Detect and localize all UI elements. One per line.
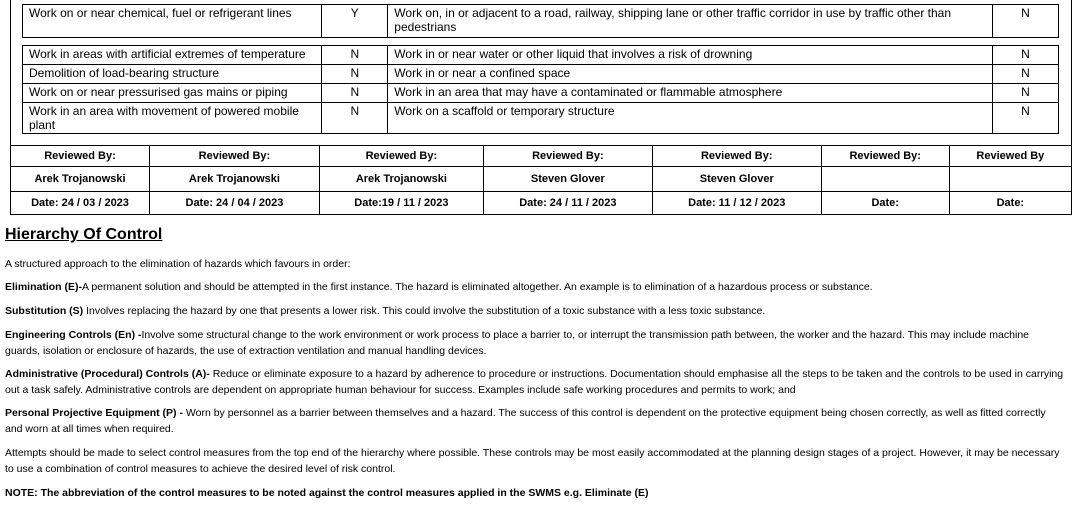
hazard-label: Work in an area with movement of powered mobile plant <box>23 103 322 134</box>
review-date-row <box>11 192 1072 215</box>
administrative-paragraph <box>5 366 1065 398</box>
hazard-value: N <box>993 5 1059 38</box>
hazard-value: N <box>322 46 388 65</box>
review-date: Date:19 / 11 / 2023 <box>319 192 483 215</box>
hazard-value: Y <box>322 5 388 38</box>
table-row <box>23 5 1059 38</box>
hazard-value: N <box>993 46 1059 65</box>
administrative-text: Reduce or eliminate exposure to a hazard by adherence to procedure or instructions. Documentation should emphasise all the steps to be taken and the controls to be used in carrying out a task safely. Administrative controls are dependent on appropriate human behaviour for success. Examples include safe working procedures and permits to work; and <box>5 368 1064 396</box>
hazard-value: N <box>993 103 1059 134</box>
table-row <box>23 65 1059 84</box>
reviewer-name: Steven Glover <box>652 167 821 192</box>
section-title: Hierarchy Of Control <box>5 226 163 243</box>
table-row <box>23 103 1059 134</box>
review-label: Reviewed By <box>949 146 1071 167</box>
review-label: Reviewed By: <box>652 146 821 167</box>
engineering-paragraph <box>5 327 1065 359</box>
review-label: Reviewed By: <box>11 146 150 167</box>
reviewer-name <box>949 167 1071 192</box>
review-label: Reviewed By: <box>483 146 652 167</box>
hazard-value: N <box>993 65 1059 84</box>
hazard-label: Demolition of load-bearing structure <box>23 65 322 84</box>
reviewer-name: Arek Trojanowski <box>319 167 483 192</box>
review-name-row <box>11 167 1072 192</box>
hazard-label: Work on a scaffold or temporary structure <box>388 103 993 134</box>
reviewer-name: Arek Trojanowski <box>11 167 150 192</box>
review-date: Date: 24 / 04 / 2023 <box>150 192 320 215</box>
review-table <box>10 145 1072 215</box>
reviewer-name <box>821 167 949 192</box>
hazard-label: Work in or near water or other liquid that involves a risk of drowning <box>388 46 993 65</box>
review-date: Date: 24 / 03 / 2023 <box>11 192 150 215</box>
review-label: Reviewed By: <box>821 146 949 167</box>
hazard-label: Work on, in or adjacent to a road, railway, shipping lane or other traffic corridor in use by traffic other than pedestrians <box>388 5 993 38</box>
review-date: Date: 24 / 11 / 2023 <box>483 192 652 215</box>
ppe-text: Worn by personnel as a barrier between themselves and a hazard. The success of this control is dependent on the protective equipment being chosen correctly, as well as fitted correctly and worn at all times when required. <box>5 407 1046 435</box>
review-date: Date: <box>821 192 949 215</box>
hazard-value: N <box>993 84 1059 103</box>
hazard-label: Work in or near a confined space <box>388 65 993 84</box>
hazard-value: N <box>322 103 388 134</box>
elimination-paragraph <box>5 279 1065 295</box>
engineering-term: Engineering Controls (En) - <box>5 329 142 341</box>
hazard-table <box>22 4 1059 134</box>
review-label: Reviewed By: <box>319 146 483 167</box>
review-date: Date: 11 / 12 / 2023 <box>652 192 821 215</box>
hazard-value: N <box>322 84 388 103</box>
intro-text: A structured approach to the elimination of hazards which favours in order: <box>5 258 351 270</box>
note-text: NOTE: The abbreviation of the control measures to be noted against the control measures applied in the SWMS e.g. Eliminate (E) <box>5 487 649 499</box>
table-spacer <box>23 38 1059 46</box>
hazard-label: Work in an area that may have a contaminated or flammable atmosphere <box>388 84 993 103</box>
hazard-value: N <box>322 65 388 84</box>
review-label: Reviewed By: <box>150 146 320 167</box>
engineering-text: Involve some structural change to the work environment or work process to place a barrier to, or interrupt the transmission path between, the worker and the hazard. This may include machine guards, isolation or enclosure of hazards, the use of extraction ventilation and manual handling devices. <box>5 329 1029 357</box>
substitution-term: Substitution (S) <box>5 305 84 317</box>
ppe-term: Personal Projective Equipment (P) - <box>5 407 183 419</box>
elimination-term: Elimination (E)- <box>5 281 82 293</box>
table-row <box>23 84 1059 103</box>
reviewer-name: Steven Glover <box>483 167 652 192</box>
review-date: Date: <box>949 192 1071 215</box>
table-row <box>23 46 1059 65</box>
hazard-label: Work on or near pressurised gas mains or piping <box>23 84 322 103</box>
hazard-label: Work in areas with artificial extremes of temperature <box>23 46 322 65</box>
substitution-paragraph <box>5 303 1065 319</box>
reviewer-name: Arek Trojanowski <box>150 167 320 192</box>
hazard-label: Work on or near chemical, fuel or refrigerant lines <box>23 5 322 38</box>
elimination-text: A permanent solution and should be attempted in the first instance. The hazard is eliminated altogether. An example is to elimination of a hazardous process or substance. <box>82 281 873 293</box>
substitution-text: Involves replacing the hazard by one that presents a lower risk. This could involve the substitution of a toxic substance with a less toxic substance. <box>83 305 766 317</box>
attempts-paragraph: Attempts should be made to select control measures from the top end of the hierarchy where possible. These controls may be most easily accommodated at the planning design stages of a project. However, it may be necessary to use a combination of control measures to achieve the desired level of risk control. <box>5 447 1060 475</box>
ppe-paragraph <box>5 405 1065 437</box>
administrative-term: Administrative (Procedural) Controls (A)- <box>5 368 210 380</box>
review-label-row <box>11 146 1072 167</box>
